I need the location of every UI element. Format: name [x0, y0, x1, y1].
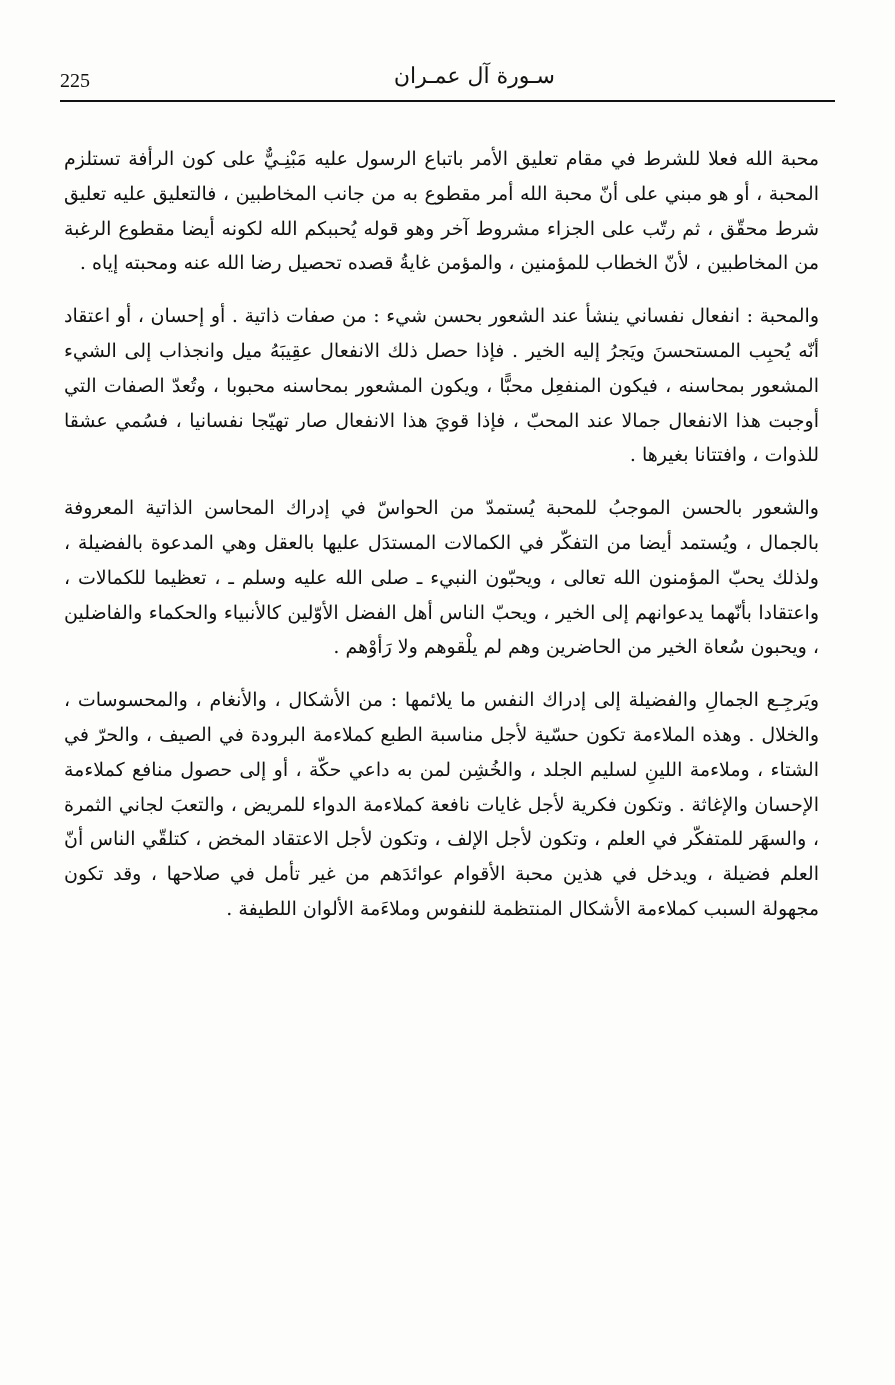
paragraph-gap [64, 281, 819, 299]
running-title: سـورة آل عمـران [393, 64, 555, 89]
paragraph-gap [64, 473, 819, 491]
paragraph-gap [64, 665, 819, 683]
header-rule [60, 100, 835, 102]
page-number: 225 [60, 70, 90, 92]
paragraph-2: والمحبة : انفعال نفساني ينشأ عند الشعور بحسن شيء : من صفات ذاتية . أو إحسان ، أو اعتقاد أنّه يُحبِب المستحسنَ ويَجرُ إليه الخير . فإذا حصل ذلك الانفعال عقِيبَهُ ميل وانجذاب إلى الشيء المشعور بمحاسنه ، فيكون المنفعِل محبًّا ، ويكون المشعور بمحاسنه محبوبا ، وتُعدّ الصفات التي أوجبت هذا الانفعال جمالا عند المحبّ ، فإذا قويَ هذا الانفعال صار تهيّجا نفسانيا ، فسُمي عشقا للذوات ، وافتتانا بغيرها . [64, 305, 819, 467]
paragraph-4: ويَرجِـع الجمالِ والفضيلة إلى إدراك النفس ما يلائمها : من الأشكال ، والأنغام ، والمحسوسات ، والخلال . وهذه الملاءمة تكون حسّية لأجل مناسبة الطبع كملاءمة البرودة في الصيف ، والحرّ في الشتاء ، وملاءمة اللينِ لسليم الجلد ، والخُشِن لمن به داعي حكّة ، أو إلى حصول منافع كملاءمة الإحسان والإغاثة . وتكون فكرية لأجل غايات نافعة كملاءمة الدواء للمريض ، والتعبَ لجاني الثمرة ، والسهَر للمتفكّر في العلم ، وتكون لأجل الإلف ، وتكون لأجل الاعتقاد المخض ، كتلقّي الناس أنّ العلم فضيلة ، ويدخل في هذين محبة الأقوام عوائدَهم من غير تأمل في صلاحها ، وقد تكون مجهولة السبب كملاءمة الأشكال المنتظمة للنفوس وملاءَمة الألوان اللطيفة . [64, 689, 819, 920]
paragraph-3: والشعور بالحسن الموجبُ للمحبة يُستمدّ من الحواسّ في إدراك المحاسن الذاتية المعروفة بالجمال ، ويُستمد أيضا من التفكّر في الكمالات المستدَل عليها بالعقل وهي المدعوة بالفضيلة ، ولذلك يحبّ المؤمنون الله تعالى ، ويحبّون النبيء ـ صلى الله عليه وسلم ـ ، تعظيما للكمالات ، واعتقادا بأنّهما يدعوانهم إلى الخير ، ويحبّ الناس أهل الفضل الأوّلين كالأنبياء والحكماء والفاضلين ، ويحبون سُعاة الخير من الحاضرين وهم لم يلْقوهم ولا رَأوْهم . [64, 497, 819, 659]
paragraph-1: محبة الله فعلا للشرط في مقام تعليق الأمر باتباع الرسول عليه مَبْنِـيٌّ على كون الرأفة تستلزم المحبة ، أو هو مبني على أنّ محبة الله أمر مقطوع به من جانب المخاطبين ، فالتعليق عليه تعليق شرط محقّق ، ثم رتّب على الجزاء مشروط آخر وهو قوله يُحببكم الله لكونه أيضا مقطوع الرغبة من المخاطبين ، لأنّ الخطاب للمؤمنين ، والمؤمن غايةُ قصده تحصيل رضا الله عنه ومحبته إياه . [64, 148, 819, 275]
page-body [64, 142, 819, 927]
